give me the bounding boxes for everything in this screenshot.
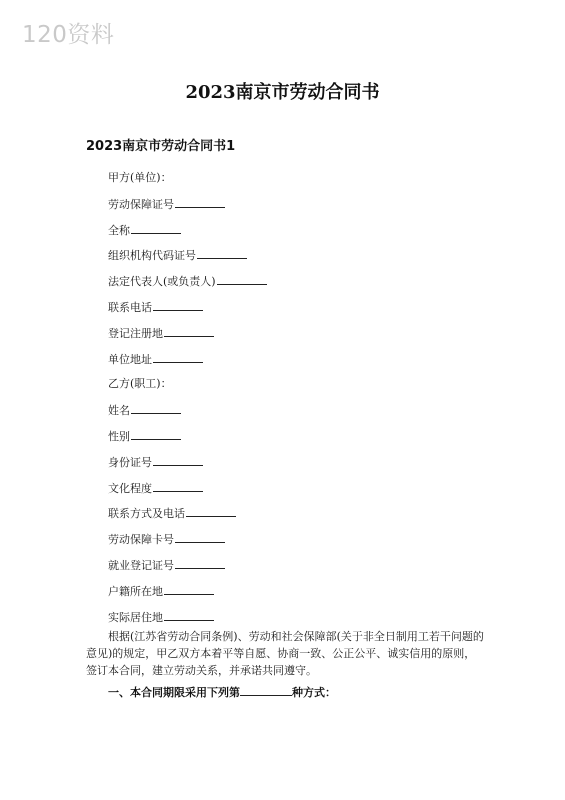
contract-field-blank[interactable]	[131, 222, 181, 234]
contract-field	[108, 196, 267, 222]
contract-field-label: 实际居住地	[108, 610, 163, 624]
contract-field	[108, 376, 267, 402]
contract-field	[108, 325, 267, 351]
contract-field-label: 文化程度	[108, 481, 152, 495]
contract-field	[108, 454, 267, 480]
contract-fields-list	[108, 170, 267, 634]
contract-field	[108, 273, 267, 299]
contract-field-blank[interactable]	[175, 196, 225, 208]
clause-one-blank[interactable]	[240, 684, 292, 696]
contract-field	[108, 531, 267, 557]
contract-field-label: 身份证号	[108, 455, 152, 469]
contract-field-label: 劳动保障证号	[108, 197, 174, 211]
contract-field-blank[interactable]	[153, 454, 203, 466]
contract-field-blank[interactable]	[131, 428, 181, 440]
contract-field	[108, 222, 267, 248]
contract-field-blank[interactable]	[164, 325, 214, 337]
watermark-logo: 120资料	[22, 22, 115, 48]
contract-field-blank[interactable]	[153, 299, 203, 311]
contract-field	[108, 351, 267, 377]
contract-field	[108, 480, 267, 506]
contract-field-blank[interactable]	[175, 557, 225, 569]
contract-field-blank[interactable]	[153, 351, 203, 363]
contract-preamble-paragraph: 根据(江苏省劳动合同条例)、劳动和社会保障部(关于非全日制用工若干问题的意见)的规定，甲乙双方本着平等自愿、协商一致、公正公平、诚实信用的原则，签订本合同，建立劳动关系，并承诺共同遵守。	[86, 630, 484, 677]
contract-field-label: 劳动保障卡号	[108, 533, 174, 547]
clause-one-prefix: 一、本合同期限采用下列第	[108, 686, 240, 699]
document-title: 2023南京市劳动合同书	[185, 82, 380, 103]
contract-field-label: 甲方(单位)：	[108, 171, 172, 184]
contract-field-blank[interactable]	[186, 505, 236, 517]
contract-field	[108, 299, 267, 325]
clause-one-suffix: 种方式：	[292, 686, 336, 699]
contract-field-label: 法定代表人(或负责人)	[108, 275, 216, 289]
contract-field-label: 乙方(职工)：	[108, 377, 172, 391]
contract-field-label: 联系电话	[108, 300, 152, 314]
contract-field-label: 全称	[108, 223, 130, 237]
contract-field-blank[interactable]	[131, 402, 181, 414]
contract-field-blank[interactable]	[175, 531, 225, 543]
contract-field	[108, 170, 267, 196]
contract-field	[108, 557, 267, 583]
contract-field-label: 组织机构代码证号	[108, 249, 196, 263]
section-title: 2023南京市劳动合同书1	[86, 139, 236, 154]
contract-field-label: 联系方式及电话	[108, 507, 185, 521]
contract-field-blank[interactable]	[217, 273, 267, 285]
clause-one	[108, 684, 336, 700]
contract-field	[108, 583, 267, 609]
contract-field-blank[interactable]	[153, 480, 203, 492]
contract-field-label: 姓名	[108, 404, 130, 418]
contract-field-blank[interactable]	[164, 583, 214, 595]
contract-field-blank[interactable]	[164, 609, 214, 621]
contract-field-label: 性别	[108, 429, 130, 443]
contract-field-label: 户籍所在地	[108, 584, 163, 598]
contract-field-label: 登记注册地	[108, 326, 163, 340]
contract-field-label: 单位地址	[108, 352, 152, 366]
contract-field	[108, 428, 267, 454]
contract-field-blank[interactable]	[197, 247, 247, 259]
contract-field	[108, 505, 267, 531]
contract-field-label: 就业登记证号	[108, 558, 174, 572]
contract-field	[108, 247, 267, 273]
contract-field	[108, 402, 267, 428]
